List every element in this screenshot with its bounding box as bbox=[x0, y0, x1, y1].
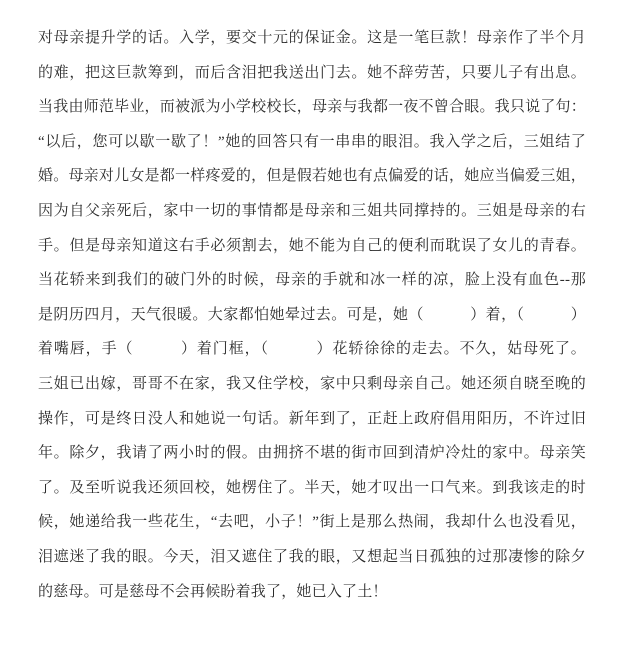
text-line: 年。除夕，我请了两小时的假。由拥挤不堪的街市回到清炉冷灶的家中。母亲笑 bbox=[38, 445, 586, 462]
text-line: 当花轿来到我们的破门外的时候，母亲的手就和冰一样的凉，脸上没有血色--那 bbox=[38, 272, 586, 289]
text-line: 的难，把这巨款筹到，而后含泪把我送出门去。她不辞劳苦，只要儿子有出息。 bbox=[38, 64, 586, 81]
text-line-with-blanks: 着嘴唇，手（ ）着门框，（ ）花轿徐徐的走去。不久，姑母死了。 bbox=[38, 341, 586, 358]
text-line: 因为自父亲死后，家中一切的事情都是母亲和三姐共同撑持的。三姐是母亲的右 bbox=[38, 202, 586, 219]
text-line: 泪遮迷了我的眼。今天，泪又遮住了我的眼，又想起当日孤独的过那凄惨的除夕 bbox=[38, 548, 586, 565]
text-line: 的慈母。可是慈母不会再候盼着我了，她已入了土！ bbox=[38, 583, 388, 600]
text-line: 手。但是母亲知道这右手必须割去，她不能为自己的便利而耽误了女儿的青春。 bbox=[38, 237, 586, 254]
text-line: 候，她递给我一些花生，“去吧，小子！”街上是那么热闹，我却什么也没看见， bbox=[38, 514, 586, 531]
text-line: 了。及至听说我还须回校，她楞住了。半天，她才叹出一口气来。到我该走的时 bbox=[38, 479, 586, 496]
text-line: 当我由师范毕业，而被派为小学校校长，母亲与我都一夜不曾合眼。我只说了句： bbox=[38, 99, 586, 116]
text-line: 对母亲提升学的话。入学，要交十元的保证金。这是一笔巨款！母亲作了半个月 bbox=[38, 30, 586, 46]
text-line: 三姐已出嫁，哥哥不在家，我又住学校，家中只剩母亲自己。她还须自晓至晚的 bbox=[38, 375, 586, 392]
text-line: 婚。母亲对儿女是都一样疼爱的，但是假若她也有点偏爱的话，她应当偏爱三姐， bbox=[38, 168, 586, 185]
passage-text-body bbox=[38, 21, 586, 609]
text-line: 操作，可是终日没人和她说一句话。新年到了，正赶上政府倡用阳历，不许过旧 bbox=[38, 410, 586, 427]
text-line: “以后，您可以歇一歇了！”她的回答只有一串串的眼泪。我入学之后，三姐结了 bbox=[38, 133, 586, 150]
text-line-with-blanks: 是阴历四月，天气很暖。大家都怕她晕过去。可是，她（ ）着，（ ） bbox=[38, 306, 586, 323]
